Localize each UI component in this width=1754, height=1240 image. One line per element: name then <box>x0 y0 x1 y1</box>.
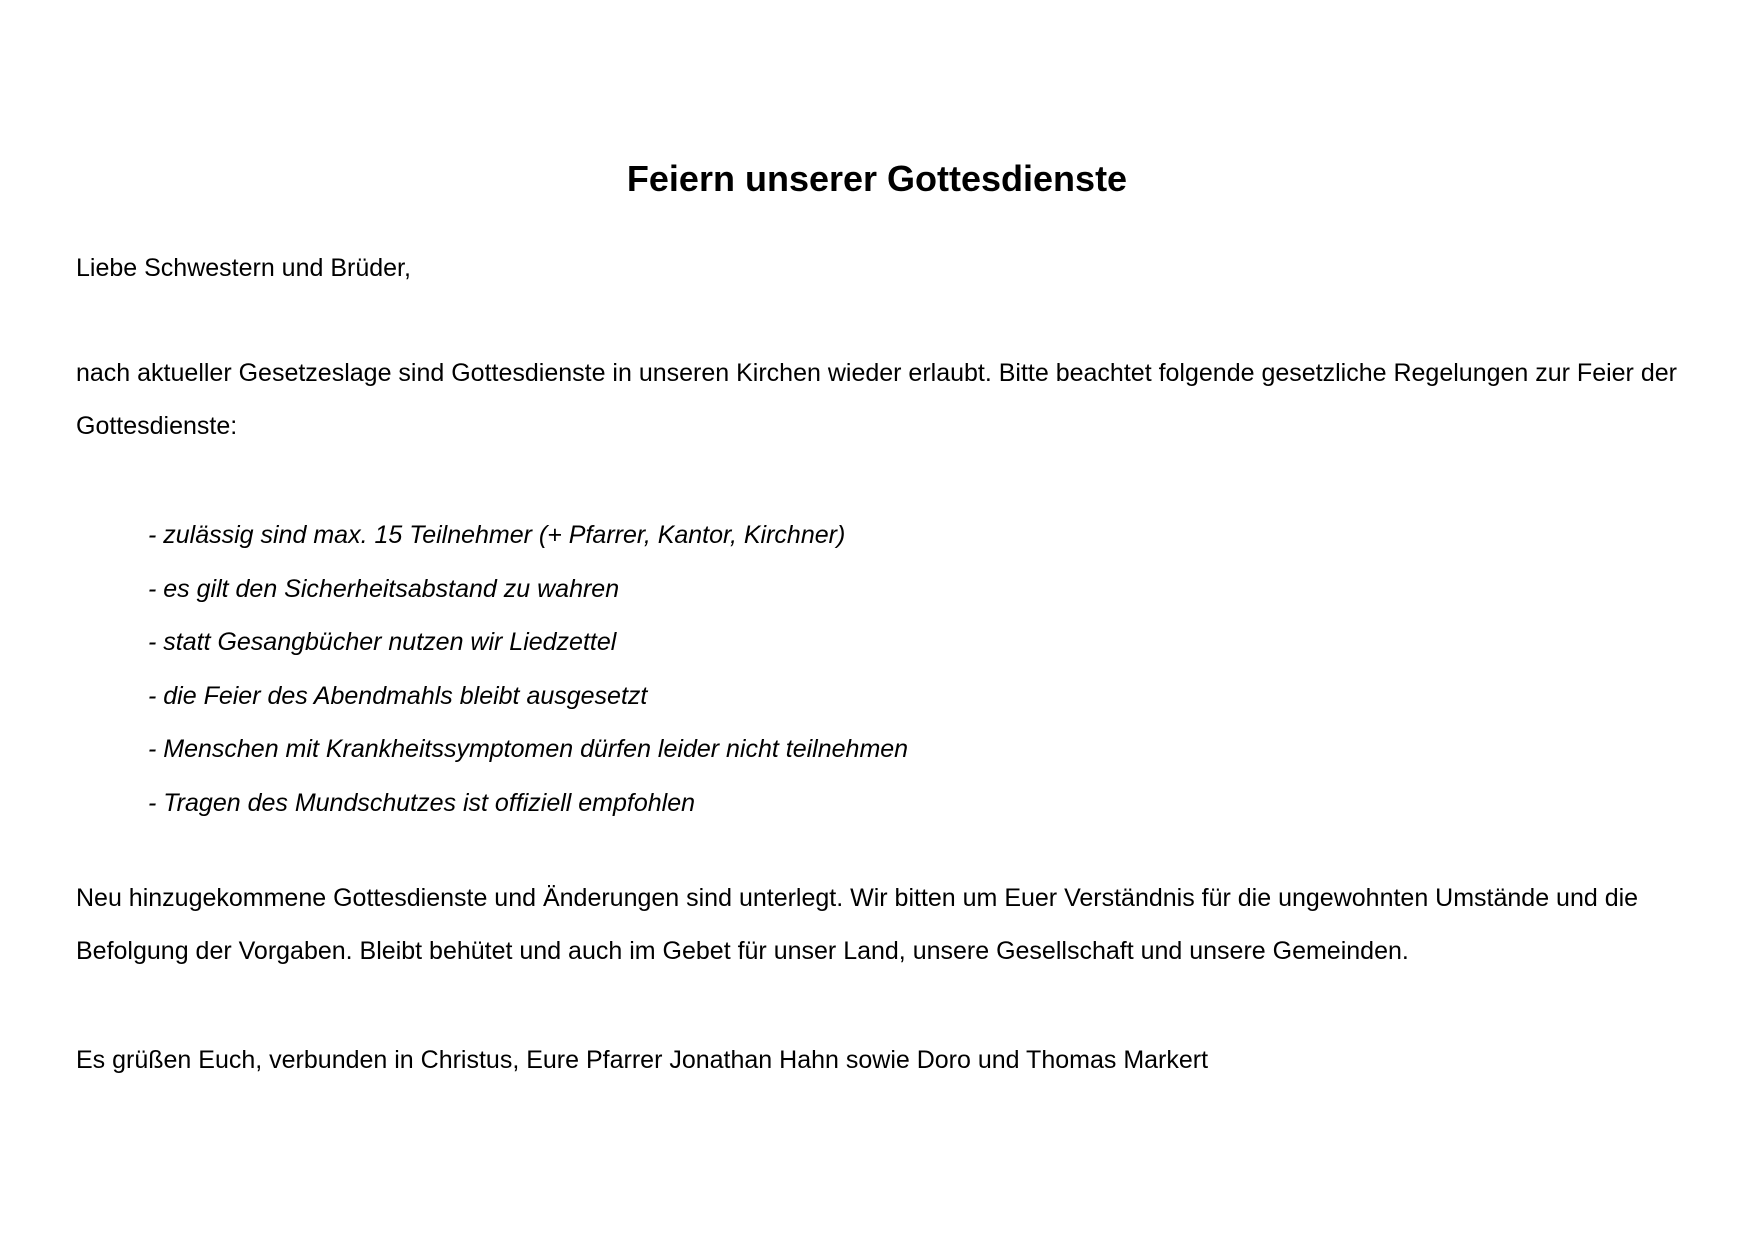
rule-item: - Menschen mit Krankheitssymptomen dürfen leider nicht teilnehmen <box>148 735 909 764</box>
rule-item: - die Feier des Abendmahls bleibt ausgesetzt <box>148 681 648 710</box>
rule-item: - statt Gesangbücher nutzen wir Liedzettel <box>148 628 617 657</box>
notice-paragraph: Neu hinzugekommene Gottesdienste und Änderungen sind unterlegt. Wir bitten um Euer Verständnis für die ungewohnten Umstände und die Befolgung der Vorgaben. Bleibt behütet und auch im Gebet für unser Land, unsere Gesellschaft und unsere Gemeinden. <box>76 884 1639 965</box>
greeting-text: Liebe Schwestern und Brüder, <box>76 254 411 282</box>
rule-item: - Tragen des Mundschutzes ist offiziell empfohlen <box>148 788 696 817</box>
intro-paragraph: nach aktueller Gesetzeslage sind Gottesdienste in unseren Kirchen wieder erlaubt. Bitte beachtet folgende gesetzliche Regelungen zur Feier der Gottesdienste: <box>76 359 1677 440</box>
rules-list <box>148 509 908 831</box>
closing-signature: Es grüßen Euch, verbunden in Christus, Eure Pfarrer Jonathan Hahn sowie Doro und Thomas Markert <box>76 1046 1209 1074</box>
document-title: Feiern unserer Gottesdienste <box>626 158 1128 200</box>
rule-item: - zulässig sind max. 15 Teilnehmer (+ Pfarrer, Kantor, Kirchner) <box>148 521 846 549</box>
rule-item: - es gilt den Sicherheitsabstand zu wahren <box>148 574 620 603</box>
